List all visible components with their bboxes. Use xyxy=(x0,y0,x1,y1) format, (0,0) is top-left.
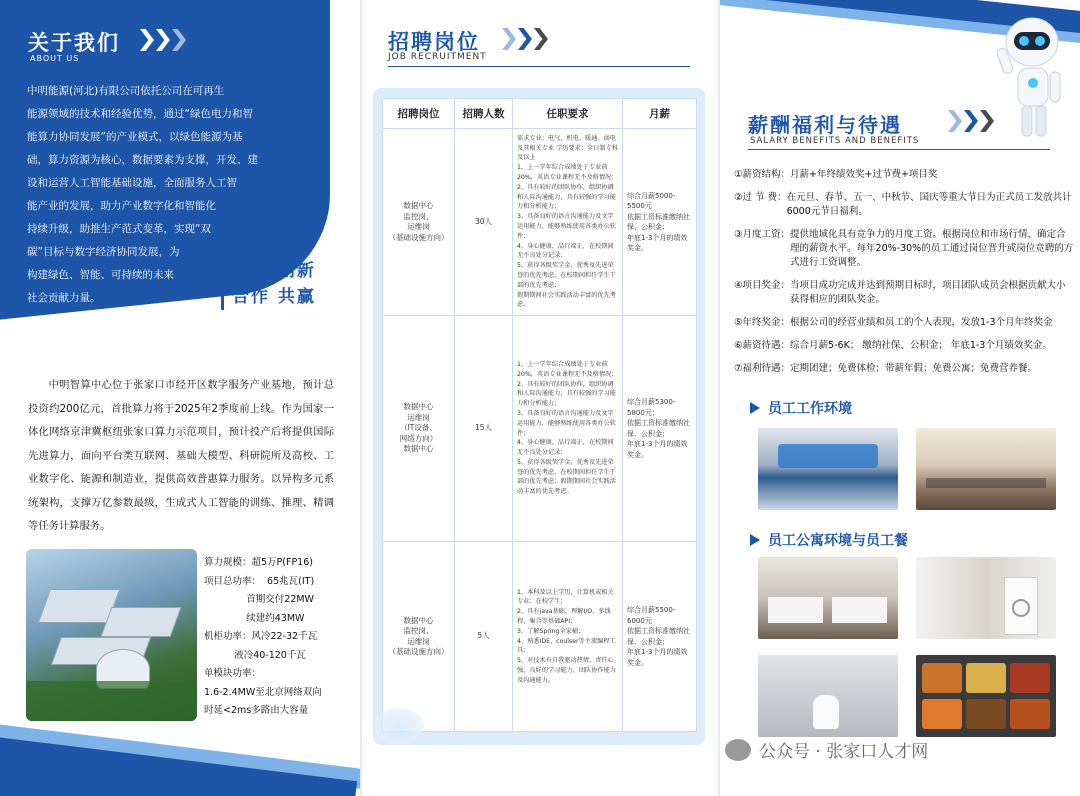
table-row xyxy=(383,129,697,316)
job-count: 15人 xyxy=(455,316,513,542)
intro-line: 碳”目标与数字经济协同发展，为 xyxy=(27,246,180,258)
benefit-key: 薪资结构： xyxy=(742,169,791,180)
spec-line: 项目总功率： 65兆瓦(IT) xyxy=(204,575,315,587)
benefit-number: ⑤ xyxy=(734,317,743,328)
benefit-item xyxy=(734,339,1074,353)
benefit-key: 月度工资： xyxy=(742,229,791,240)
column-header: 招聘人数 xyxy=(455,99,513,129)
apartment-heading xyxy=(750,530,908,550)
benefit-item xyxy=(734,168,1074,182)
spec-line: 时延<2ms多路由大容量 xyxy=(204,705,309,716)
job-requirements: 需求专业：电气、机电、暖通、弱电及其相关专业 学历要求：全日制专科及以上 1、上一学年综合成绩处于专业前20%，英语专业课程无不及格情况； 2、具有较好的团队协作，组织协调和人际沟通能力，具有较强的学习能力和分析能力； 3、具备良好的语言沟通能力及文字运用能力，能够熟练使用各类办公软件； 4、身心健康，品行端正，在校期间无不良处分记录； 5、获得各级奖学金、优秀及先进荣誉的优先考虑，在校期间担任学生干部的优先考虑； 假期期间社会实践活动丰富的优先考虑。 xyxy=(513,129,623,316)
about-subtitle: ABOUT US xyxy=(30,54,80,63)
benefit-text: 定期团建；免费体检；带薪年假；免费公寓；免费营养餐。 xyxy=(790,363,1038,374)
intro-line: 社会贡献力量。 xyxy=(27,292,101,304)
job-salary: 综合月薪5000-5500元 依据工资标准缴纳社保、公积金； 年底1-3个月的绩效奖金。 xyxy=(623,129,697,316)
benefit-number: ① xyxy=(734,169,743,180)
benefit-text: 综合月薪5-6K； 缴纳社保、公积金； 年底1-3个月绩效奖金。 xyxy=(790,340,1052,351)
wechat-account-name: 公众号 · 张家口人才网 xyxy=(759,742,929,762)
job-position: 数据中心 运维岗 （IT设备、 网络方向） 数据中心 xyxy=(383,316,455,542)
section-title: 员工公寓环境与员工餐 xyxy=(768,533,908,549)
benefit-text: 根据公司的经营业绩和员工的个人表现，发放1-3个月年终奖金 xyxy=(790,317,1053,328)
benefit-key: 福利待遇： xyxy=(742,363,791,374)
chevron-arrows-icon xyxy=(948,110,994,132)
spec-line: 单模块功率： xyxy=(204,668,262,679)
job-count: 30人 xyxy=(455,129,513,316)
laundry-photo xyxy=(916,557,1056,639)
chevron-arrows-icon xyxy=(140,29,186,51)
company-motto xyxy=(221,258,316,310)
motto-line: 合作 共赢 xyxy=(232,287,316,307)
wechat-account-watermark xyxy=(725,737,928,762)
job-count: 5人 xyxy=(455,542,513,732)
jobs-panel xyxy=(362,0,718,796)
intro-line: 构建绿色、智能、可持续的未来 xyxy=(27,269,174,281)
column-header: 招聘岗位 xyxy=(383,99,455,129)
benefit-number: ② xyxy=(734,192,743,203)
data-center-rendering-image xyxy=(26,549,197,721)
benefit-number: ③ xyxy=(734,229,743,240)
table-row xyxy=(383,316,697,542)
salary-panel xyxy=(720,0,1080,796)
control-room-photo xyxy=(758,428,898,510)
column-header: 月薪 xyxy=(623,99,697,129)
about-panel xyxy=(0,0,360,796)
job-position: 数据中心 监控岗、 运维岗 （基础设施方向） xyxy=(383,129,455,316)
benefit-number: ⑥ xyxy=(734,340,743,351)
intro-line: 能产业的发展，助力产业数字化和智能化 xyxy=(27,200,216,212)
intro-line: 础，算力资源为核心，数据要素为支撑，开发、建 xyxy=(27,154,258,166)
chevron-arrows-icon xyxy=(502,28,548,50)
job-position: 数据中心 监控岗、 运维岗 （基础设施方向） xyxy=(383,542,455,732)
spec-line: 液冷40-120千瓦 xyxy=(204,649,306,661)
section-title: 员工工作环境 xyxy=(768,401,852,417)
intro-line: 持续升级，助推生产范式变革，实现“双 xyxy=(27,223,211,235)
benefits-list xyxy=(734,168,1074,385)
intro-line: 能源领域的技术和经验优势，通过“绿色电力和智 xyxy=(27,108,253,120)
jobs-table xyxy=(382,98,697,732)
benefit-key: 过 节 费： xyxy=(742,192,787,203)
bathroom-photo xyxy=(758,655,898,737)
title-underline xyxy=(388,66,690,67)
triangle-marker-icon xyxy=(750,402,760,414)
wechat-icon xyxy=(725,739,751,761)
dormitory-photo xyxy=(758,557,898,639)
column-header: 任职要求 xyxy=(513,99,623,129)
intro-line: 设和运营人工智能基础设施，全面服务人工智 xyxy=(27,177,237,189)
project-specs xyxy=(204,554,354,721)
work-environment-heading xyxy=(750,398,852,418)
table-header-row xyxy=(383,99,697,129)
decorative-bubble xyxy=(374,708,424,744)
benefit-number: ④ xyxy=(734,280,743,291)
staff-meal-photo xyxy=(916,655,1056,737)
benefit-key: 薪资待遇： xyxy=(742,340,791,351)
benefit-text: 月薪+年终绩效奖+过节费+项目奖 xyxy=(790,169,938,180)
benefit-item xyxy=(734,228,1074,270)
benefit-key: 项目奖金： xyxy=(742,280,791,291)
table-row xyxy=(383,542,697,732)
benefit-number: ⑦ xyxy=(734,363,743,374)
salary-subtitle: SALARY BENEFITS AND BENEFITS xyxy=(750,136,920,146)
job-salary: 综合月薪5500-6000元 依据工资标准缴纳社保、公积金； 年底1-3个月的绩效奖金。 xyxy=(623,542,697,732)
office-photo xyxy=(916,428,1056,510)
job-salary: 综合月薪5300-5800元； 依据工资标准缴纳社保、公积金； 年底1-3个月的绩效奖金。 xyxy=(623,316,697,542)
job-requirements: 1、本科及以上学历，计算机或相关专业；在校学生； 2、具有java基础，理解I/O、多线程、集合等基础API； 3、了解Spring全家桶； 4、熟悉IDE、coulser等主流编程工具； 5、对技术有自我驱动热情，责任心强，良好的学习能力、团队协作能力及沟通能力。 xyxy=(513,542,623,732)
benefit-key: 年终奖金： xyxy=(742,317,791,328)
about-title: 关于我们 xyxy=(28,31,120,55)
benefit-text: 提供地域化具有竞争力的月度工资。根据岗位和市场行情，确定合理的薪资水平。每年20%-30%的员工通过岗位晋升或岗位竞聘的方式进行工资调整。 xyxy=(790,229,1074,268)
intro-line: 能算力协同发展”的产业模式，以绿色能源为基 xyxy=(27,131,243,143)
benefit-text: 当项目成功完成并达到预期目标时，项目团队成员会根据贡献大小获得相应的团队奖金。 xyxy=(790,280,1066,305)
jobs-title: 招聘岗位 xyxy=(388,30,480,54)
spec-line: 首期交付22MW xyxy=(204,594,314,605)
triangle-marker-icon xyxy=(750,534,760,546)
computing-center-description: 中明智算中心位于张家口市经开区数字服务产业基地，预计总投资约200亿元，首批算力将于2025年2季度前上线。作为国家一体化网络京津冀枢纽张家口算力示范项目，预计投产后将提供国际先进算力，面向平台类互联网、基础大模型、科研院所及高校、工业数字化、能源和制造业，提供高效普惠算力服务。以异构多元系统架构，支撑万亿参数最级，生成式人工智能的训练、推理、精调等任务计算服务。 xyxy=(28,379,334,532)
spec-line: 机柜功率：风冷22-32千瓦 xyxy=(204,631,318,642)
robot-mascot-icon xyxy=(990,8,1068,148)
title-underline xyxy=(748,149,1050,150)
job-requirements: 1、上一学年综合成绩处于专业前20%，英语专业课程无不及格情况； 2、具有较好的团队协作，组织协调和人际沟通能力，具有较强的学习能力和分析能力； 3、具备良好的语言沟通能力及文字运用能力，能够熟练使用各类办公软件； 4、身心健康，品行端正，在校期间无不良处分记录； 5、获得各级奖学金、优秀及先进荣誉的优先考虑，在校期间担任学生干部的优先考虑；假期期间社会实践活动丰富的优先考虑。 xyxy=(513,316,623,542)
jobs-subtitle: JOB RECRUITMENT xyxy=(388,52,487,62)
benefit-item xyxy=(734,279,1074,307)
benefit-text: 在元旦、春节、五一、中秋节、国庆等重大节日为正式员工发放共计6000元节日福利。 xyxy=(786,192,1072,217)
spec-line: 算力规模：超5万P(FP16) xyxy=(204,557,313,568)
benefit-item xyxy=(734,191,1074,219)
spec-line: 续建约43MW xyxy=(204,612,305,624)
spec-line: 1.6-2.4MW至北京网络双向 xyxy=(204,686,322,698)
benefit-item xyxy=(734,362,1074,376)
motto-line: 诚信 创新 xyxy=(232,261,316,281)
salary-title: 薪酬福利与待遇 xyxy=(748,113,902,137)
benefit-item xyxy=(734,316,1074,330)
intro-line: 中明能源(河北)有限公司依托公司在可再生 xyxy=(27,85,225,97)
